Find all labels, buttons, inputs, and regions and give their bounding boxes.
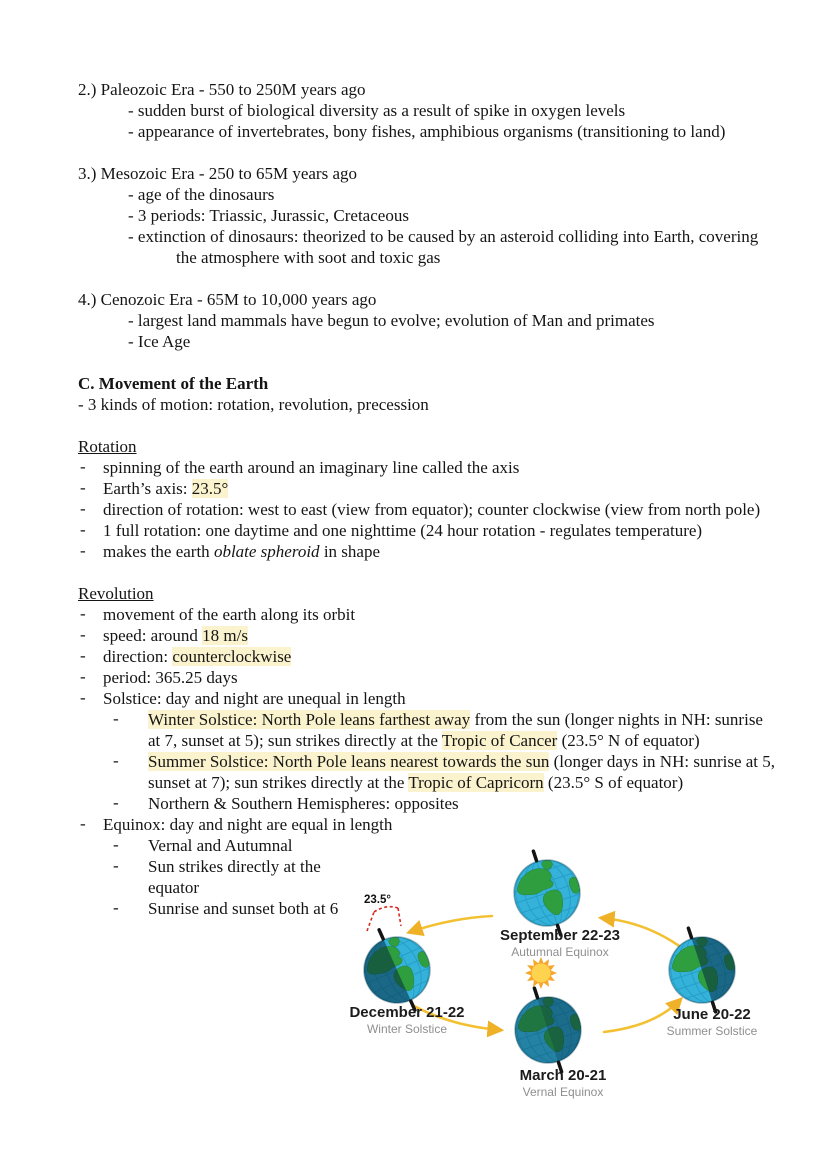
text-run: counterclockwise xyxy=(172,647,292,666)
text-run: in shape xyxy=(319,542,380,561)
text-run: Rotation xyxy=(78,437,137,456)
bullet-dash: - xyxy=(80,814,86,833)
text-run: sunset at 7); sun strikes directly at the xyxy=(148,773,409,792)
text-line xyxy=(78,730,798,751)
tilt-angle-label: 23.5° xyxy=(364,894,391,906)
text-run: (longer days in NH: sunrise at 5, xyxy=(549,752,776,771)
text-line xyxy=(78,373,798,394)
label-september-name: Autumnal Equinox xyxy=(511,944,609,959)
text-run: Solstice: day and night are unequal in length xyxy=(103,689,406,708)
text-run: spinning of the earth around an imaginary line called the axis xyxy=(103,458,520,477)
tilt-angle-marker xyxy=(367,907,401,931)
label-december xyxy=(322,1005,492,1036)
bullet-dash: - xyxy=(80,688,86,707)
text-run: - 3 kinds of motion: rotation, revolution, precession xyxy=(78,395,429,414)
text-run: Tropic of Capricorn xyxy=(408,773,544,792)
bullet-dash: - xyxy=(113,898,119,917)
text-line xyxy=(128,100,798,121)
text-run: Equinox: day and night are equal in length xyxy=(103,815,393,834)
text-line xyxy=(78,163,798,184)
bullet-dash: - xyxy=(113,835,119,854)
text-run: Revolution xyxy=(78,584,154,603)
text-line xyxy=(128,184,798,205)
text-run: from the sun (longer nights in NH: sunrise xyxy=(470,710,763,729)
bullet-dash: - xyxy=(113,793,119,812)
text-line xyxy=(128,205,798,226)
label-december-name: Winter Solstice xyxy=(366,1021,448,1036)
text-run: direction: xyxy=(103,647,173,666)
text-line xyxy=(78,625,798,646)
text-line xyxy=(78,499,798,520)
earth-orbit-diagram xyxy=(340,838,800,1123)
label-september-date: September 22-23 xyxy=(499,927,621,944)
text-run: Northern & Southern Hemispheres: opposites xyxy=(148,794,459,813)
bullet-dash: - xyxy=(80,625,86,644)
text-run: C. Movement of the Earth xyxy=(78,374,269,393)
bullet-dash: - xyxy=(80,541,86,560)
text-run: 1 full rotation: one daytime and one nighttime (24 hour rotation - regulates temperature) xyxy=(103,521,703,540)
label-december-date: December 21-22 xyxy=(349,1004,465,1021)
label-march-date: March 20-21 xyxy=(519,1067,607,1084)
text-line xyxy=(128,310,798,331)
text-run: - largest land mammals have begun to evolve; evolution of Man and primates xyxy=(128,311,655,330)
text-line xyxy=(78,583,798,604)
text-line xyxy=(128,226,798,247)
label-june xyxy=(627,1007,797,1038)
text-line xyxy=(78,751,798,772)
sun-icon xyxy=(525,957,557,989)
text-run: - 3 periods: Triassic, Jurassic, Cretaceous xyxy=(128,206,409,225)
text-block xyxy=(78,289,798,352)
text-line xyxy=(128,331,798,352)
text-run: Vernal and Autumnal xyxy=(148,836,293,855)
text-run: at 7, sunset at 5); sun strikes directly at the xyxy=(148,731,442,750)
text-run: - appearance of invertebrates, bony fishes, amphibious organisms (transitioning to land) xyxy=(128,122,726,141)
text-block xyxy=(78,436,798,562)
text-line xyxy=(78,604,798,625)
bullet-dash: - xyxy=(80,667,86,686)
text-line xyxy=(78,289,798,310)
label-march-name: Vernal Equinox xyxy=(522,1084,604,1099)
bullet-dash: - xyxy=(80,646,86,665)
text-line xyxy=(78,814,798,835)
text-run: the atmosphere with soot and toxic gas xyxy=(176,248,441,267)
text-run: 3.) Mesozoic Era - 250 to 65M years ago xyxy=(78,164,358,183)
text-run: Summer Solstice: North Pole leans nearest towards the sun xyxy=(148,752,550,771)
text-run: 18 m/s xyxy=(202,626,248,645)
text-block xyxy=(78,163,798,268)
text-run: movement of the earth along its orbit xyxy=(103,605,356,624)
text-line xyxy=(78,541,798,562)
bullet-dash: - xyxy=(113,751,119,770)
bullet-dash: - xyxy=(80,499,86,518)
text-run: 23.5° xyxy=(191,479,229,498)
text-run: direction of rotation: west to east (view from equator); counter clockwise (view from north pole) xyxy=(103,500,761,519)
text-run: equator xyxy=(148,878,199,897)
text-block xyxy=(78,79,798,142)
bullet-dash: - xyxy=(113,709,119,728)
bullet-dash: - xyxy=(80,457,86,476)
text-run: oblate spheroid xyxy=(213,542,320,561)
text-line xyxy=(78,394,798,415)
label-june-date: June 20-22 xyxy=(673,1006,751,1023)
text-run: Tropic of Cancer xyxy=(441,731,558,750)
bullet-dash: - xyxy=(113,856,119,875)
text-run: speed: around xyxy=(103,626,203,645)
text-line xyxy=(128,121,798,142)
text-run: - age of the dinosaurs xyxy=(128,185,275,204)
text-run: - sudden burst of biological diversity as a result of spike in oxygen levels xyxy=(128,101,626,120)
label-march xyxy=(478,1068,648,1099)
notes-text xyxy=(78,79,798,919)
text-line xyxy=(78,457,798,478)
bullet-dash: - xyxy=(80,520,86,539)
text-run: Earth’s axis: xyxy=(103,479,192,498)
text-run: period: 365.25 days xyxy=(103,668,238,687)
text-line xyxy=(78,478,798,499)
text-run: (23.5° N of equator) xyxy=(557,731,700,750)
bullet-dash: - xyxy=(80,604,86,623)
text-run: Winter Solstice: North Pole leans farthest away xyxy=(148,710,471,729)
text-run: Sunrise and sunset both at 6 xyxy=(148,899,339,918)
text-line xyxy=(78,520,798,541)
text-line xyxy=(78,646,798,667)
label-september xyxy=(475,928,645,959)
text-line xyxy=(78,709,798,730)
text-line xyxy=(78,793,798,814)
text-run: 4.) Cenozoic Era - 65M to 10,000 years ago xyxy=(78,290,377,309)
text-run: - Ice Age xyxy=(128,332,191,351)
text-line xyxy=(78,436,798,457)
text-line xyxy=(78,688,798,709)
label-june-name: Summer Solstice xyxy=(666,1023,758,1038)
text-line xyxy=(176,247,798,268)
text-line xyxy=(78,79,798,100)
text-run: (23.5° S of equator) xyxy=(543,773,684,792)
text-run: makes the earth xyxy=(103,542,214,561)
bullet-dash: - xyxy=(80,478,86,497)
text-run: 2.) Paleozoic Era - 550 to 250M years ago xyxy=(78,80,366,99)
text-line xyxy=(78,667,798,688)
text-run: - extinction of dinosaurs: theorized to be caused by an asteroid colliding into Earth, covering xyxy=(128,227,759,246)
text-run: Sun strikes directly at the xyxy=(148,857,321,876)
text-block xyxy=(78,373,798,415)
text-line xyxy=(78,772,798,793)
